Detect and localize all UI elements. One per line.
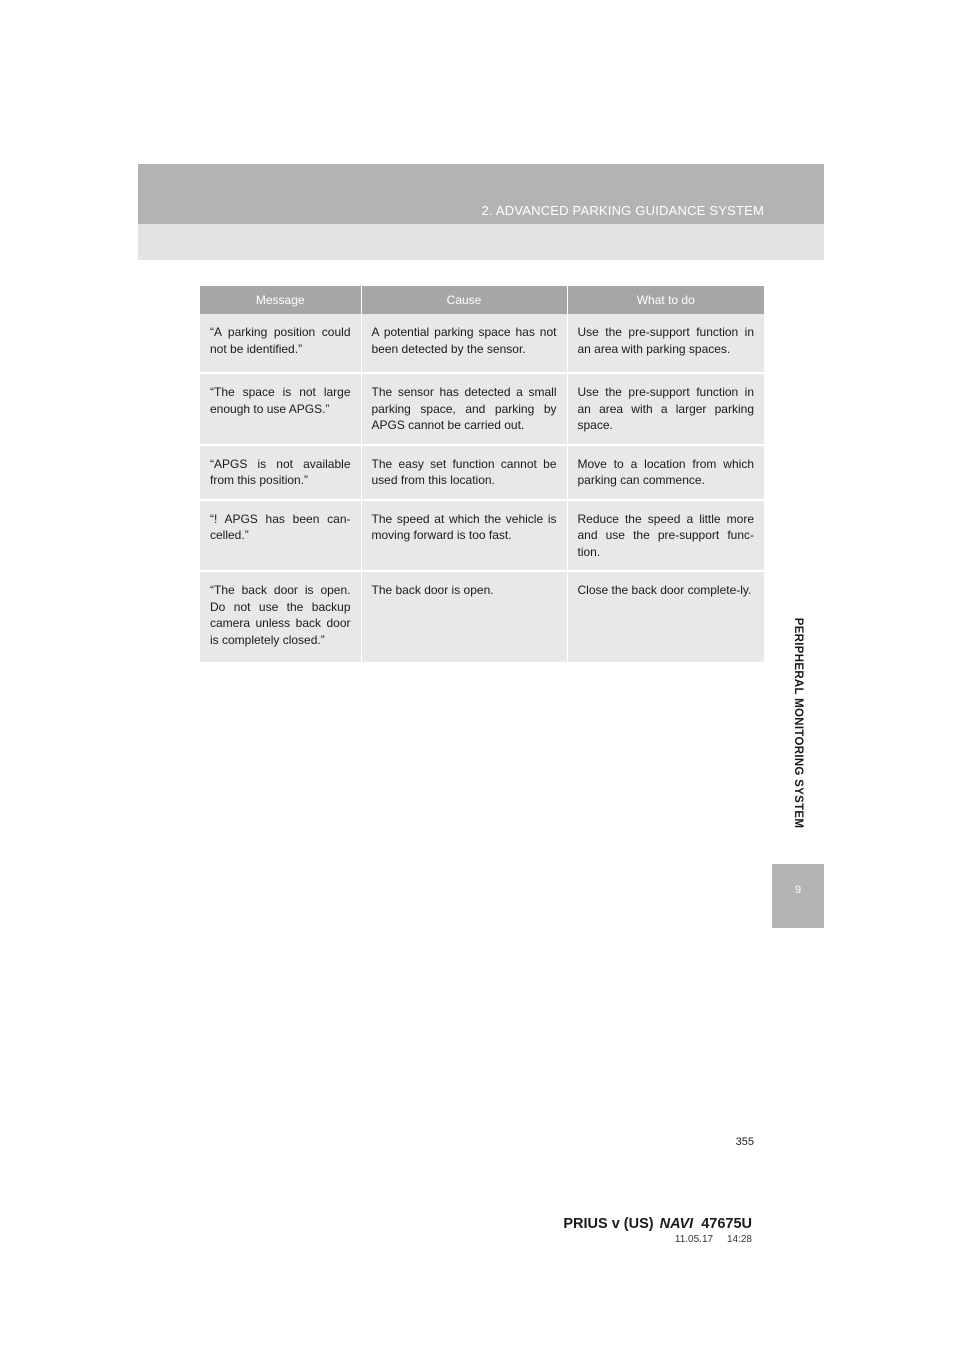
header-message: Message <box>200 286 361 314</box>
cell-message: “A parking position could not be identified.” <box>200 314 361 373</box>
cell-action: Reduce the speed a little more and use the pre-support func-tion. <box>567 500 764 572</box>
table-row <box>200 314 764 373</box>
cell-action: Use the pre-support function in an area with parking spaces. <box>567 314 764 373</box>
cell-cause: A potential parking space has not been detected by the sensor. <box>361 314 567 373</box>
table-header-row <box>200 286 764 314</box>
cell-message: “APGS is not available from this position.” <box>200 445 361 500</box>
print-timestamp: 11.05.17 14:28 <box>674 1234 752 1245</box>
chapter-side-label <box>772 582 824 864</box>
model-navi: NAVI <box>659 1216 694 1232</box>
cell-cause: The sensor has detected a small parking space, and parking by APGS cannot be carried out. <box>361 373 567 445</box>
header-subbar <box>138 224 824 260</box>
header-bar <box>138 164 824 224</box>
table-row <box>200 571 764 662</box>
cell-message: “! APGS has been can-celled.” <box>200 500 361 572</box>
cell-cause: The easy set function cannot be used from this location. <box>361 445 567 500</box>
cell-cause: The back door is open. <box>361 571 567 662</box>
header-cause: Cause <box>361 286 567 314</box>
model-prefix: PRIUS v (US) <box>563 1216 654 1232</box>
cell-action: Use the pre-support function in an area with a larger parking space. <box>567 373 764 445</box>
chapter-tab[interactable] <box>772 864 824 928</box>
table-row <box>200 500 764 572</box>
cell-action: Move to a location from which parking can commence. <box>567 445 764 500</box>
table-row <box>200 445 764 500</box>
chapter-label-text: PERIPHERAL MONITORING SYSTEM <box>792 617 804 829</box>
cell-message: “The space is not large enough to use APGS.” <box>200 373 361 445</box>
message-table <box>200 286 764 662</box>
page-number: 355 <box>735 1136 754 1148</box>
model-code <box>563 1216 752 1232</box>
header-what-to-do: What to do <box>567 286 764 314</box>
cell-message: “The back door is open. Do not use the backup camera unless back door is completely closed.” <box>200 571 361 662</box>
chapter-number: 9 <box>794 884 802 896</box>
model-number: 47675U <box>701 1216 752 1232</box>
cell-cause: The speed at which the vehicle is moving forward is too fast. <box>361 500 567 572</box>
cell-action: Close the back door complete-ly. <box>567 571 764 662</box>
table-row <box>200 373 764 445</box>
section-title: 2. ADVANCED PARKING GUIDANCE SYSTEM <box>481 203 764 218</box>
